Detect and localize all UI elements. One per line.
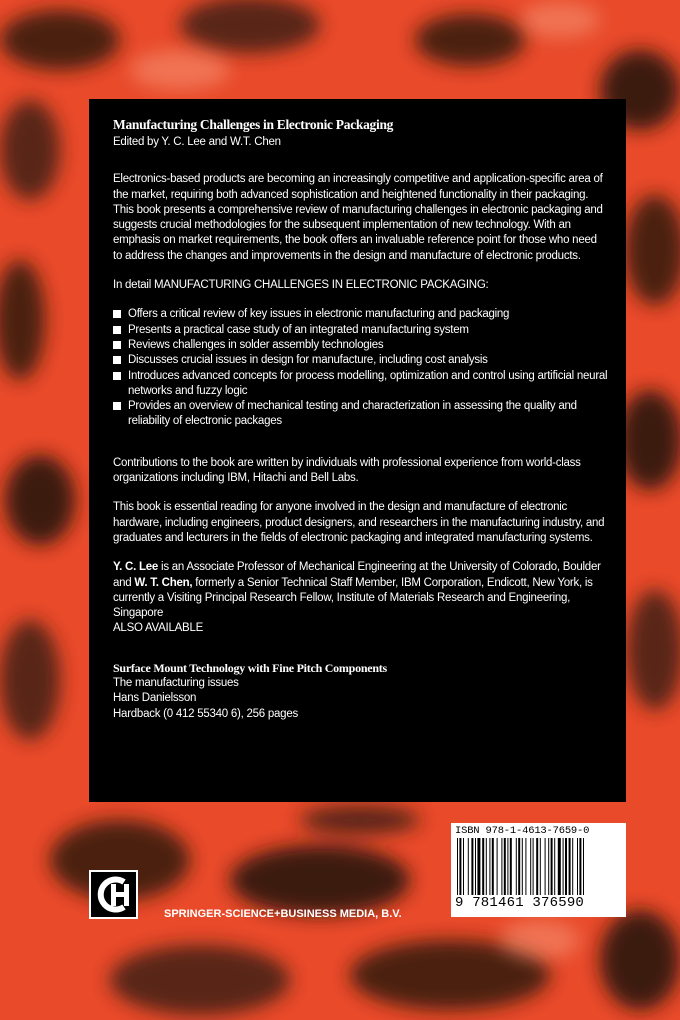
list-item-text: Provides an overview of mechanical testing and characterization in assessing the quality and reliability of electronic packages [128,400,577,428]
bullet-square-icon [113,372,121,380]
list-item-text: Discusses crucial issues in design for manufacture, including cost analysis [128,354,488,367]
barcode-bar [530,838,531,902]
related-book-title: Surface Mount Technology with Fine Pitch Components [113,660,387,675]
barcode-bar [536,838,538,902]
bullet-square-icon [113,356,121,364]
list-item-text: Introduces advanced concepts for process modelling, optimization and control using artificial neural networks and fuzzy logic [128,369,608,397]
related-title-block [113,661,608,722]
springer-ch-logo-icon [89,870,138,919]
contributors-paragraph: Contributions to the book are written by individuals with professional experience from world-class organizations including IBM, Hitachi and Bell Labs. [113,456,581,485]
author2-name: W. T. Chen, [134,576,193,589]
barcode-bar [492,838,494,902]
barcode-bar [457,838,458,902]
barcode-bar [510,838,512,902]
list-item [113,399,608,430]
barcode-bar [558,838,561,902]
barcode-bar [533,838,534,902]
bullet-square-icon [113,341,121,349]
barcode-bar [475,838,476,902]
barcode-bar [486,838,487,902]
bullet-square-icon [113,326,121,334]
barcode-bar [477,838,480,902]
barcode-bar [579,838,581,902]
list-item [113,369,608,400]
in-detail-heading: In detail MANUFACTURING CHALLENGES IN ELECTRONIC PACKAGING: [113,279,489,292]
authors-paragraph [113,560,608,621]
barcode-icon [455,838,622,902]
barcode-bar [459,838,461,902]
barcode-bar [554,838,555,902]
list-item [113,307,608,322]
author2-bio: formerly a Senior Technical Staff Member, IBM Corporation, Endicott, New York, is currently a Visiting Principal Research Fellow, Institute of Materials Research and Engineering, Singapore [113,576,593,620]
isbn-digits: 9 781461 376590 [455,895,585,911]
list-item-text: Presents a practical case study of an integrated manufacturing system [128,323,469,336]
barcode-bar [551,838,553,902]
ch-monogram-icon [91,872,136,917]
barcode-bar [548,838,549,902]
bullet-square-icon [113,310,121,318]
author1-name: Y. C. Lee [113,561,159,574]
barcode-bar [504,838,506,902]
barcode-bar [489,838,490,902]
barcode-bar [468,838,469,902]
barcode-bar [518,838,520,902]
barcode-bar [482,838,484,902]
barcode-bar [572,838,573,902]
related-book-format: Hardback (0 412 55340 6), 256 pages [113,707,298,720]
barcode-bar [565,838,567,902]
isbn-label: ISBN 978-1-4613-7659-0 [455,825,590,837]
barcode-bar [583,838,584,902]
back-cover-text [113,117,608,722]
book-title: Manufacturing Challenges in Electronic Packaging [113,117,394,132]
barcode-bar [577,838,578,902]
author1-bio: is an Associate Professor of Mechanical Engineering at the University of Colorado, Boulder and [113,561,601,589]
barcode-bar [563,838,564,902]
barcode-bar [525,838,526,902]
bullet-square-icon [113,402,121,410]
description-paragraph: Electronics-based products are becoming an increasingly competitive and application-specific area of the market, requiring both advanced sophistication and heightened functionality in their packaging. This book presents a comprehensive review of manufacturing challenges in electronic packaging and suggests crucial methodologies for the subsequent implementation of new technology. With an emphasis on market requirements, the book offers an invaluable reference point for those who need to address the changes and improvements in the design and manufacture of electronic products. [113,173,603,262]
barcode-bar [545,838,546,902]
barcode-bar [471,838,473,902]
barcode-bar [540,838,541,902]
audience-paragraph: This book is essential reading for anyone involved in the design and manufacture of electronic hardware, including engineers, product designers, and researchers in the manufacturing industry, and graduates and lecturers in the fields of electronic packaging and integrated manufacturing systems. [113,501,605,544]
editors-line: Edited by Y. C. Lee and W.T. Chen [113,136,281,148]
related-book-author: Hans Danielsson [113,692,197,705]
list-item-text: Offers a critical review of key issues in electronic manufacturing and packaging [128,308,510,321]
barcode-bar [569,838,571,902]
barcode-bar [507,838,508,902]
barcode-bar [522,838,523,902]
publisher-name: SPRINGER-SCIENCE+BUSINESS MEDIA, B.V. [164,908,402,920]
list-item [113,353,608,368]
feature-list [113,307,608,429]
list-item [113,323,608,338]
barcode-bar [497,838,498,902]
barcode-bar [516,838,517,902]
isbn-barcode-box [451,823,626,917]
list-item-text: Reviews challenges in solder assembly technologies [128,338,384,351]
also-available-heading: ALSO AVAILABLE [113,622,204,635]
list-item [113,338,608,353]
barcode-bar [463,838,464,902]
barcode-bar [501,838,502,902]
related-book-subtitle: The manufacturing issues [113,677,239,690]
